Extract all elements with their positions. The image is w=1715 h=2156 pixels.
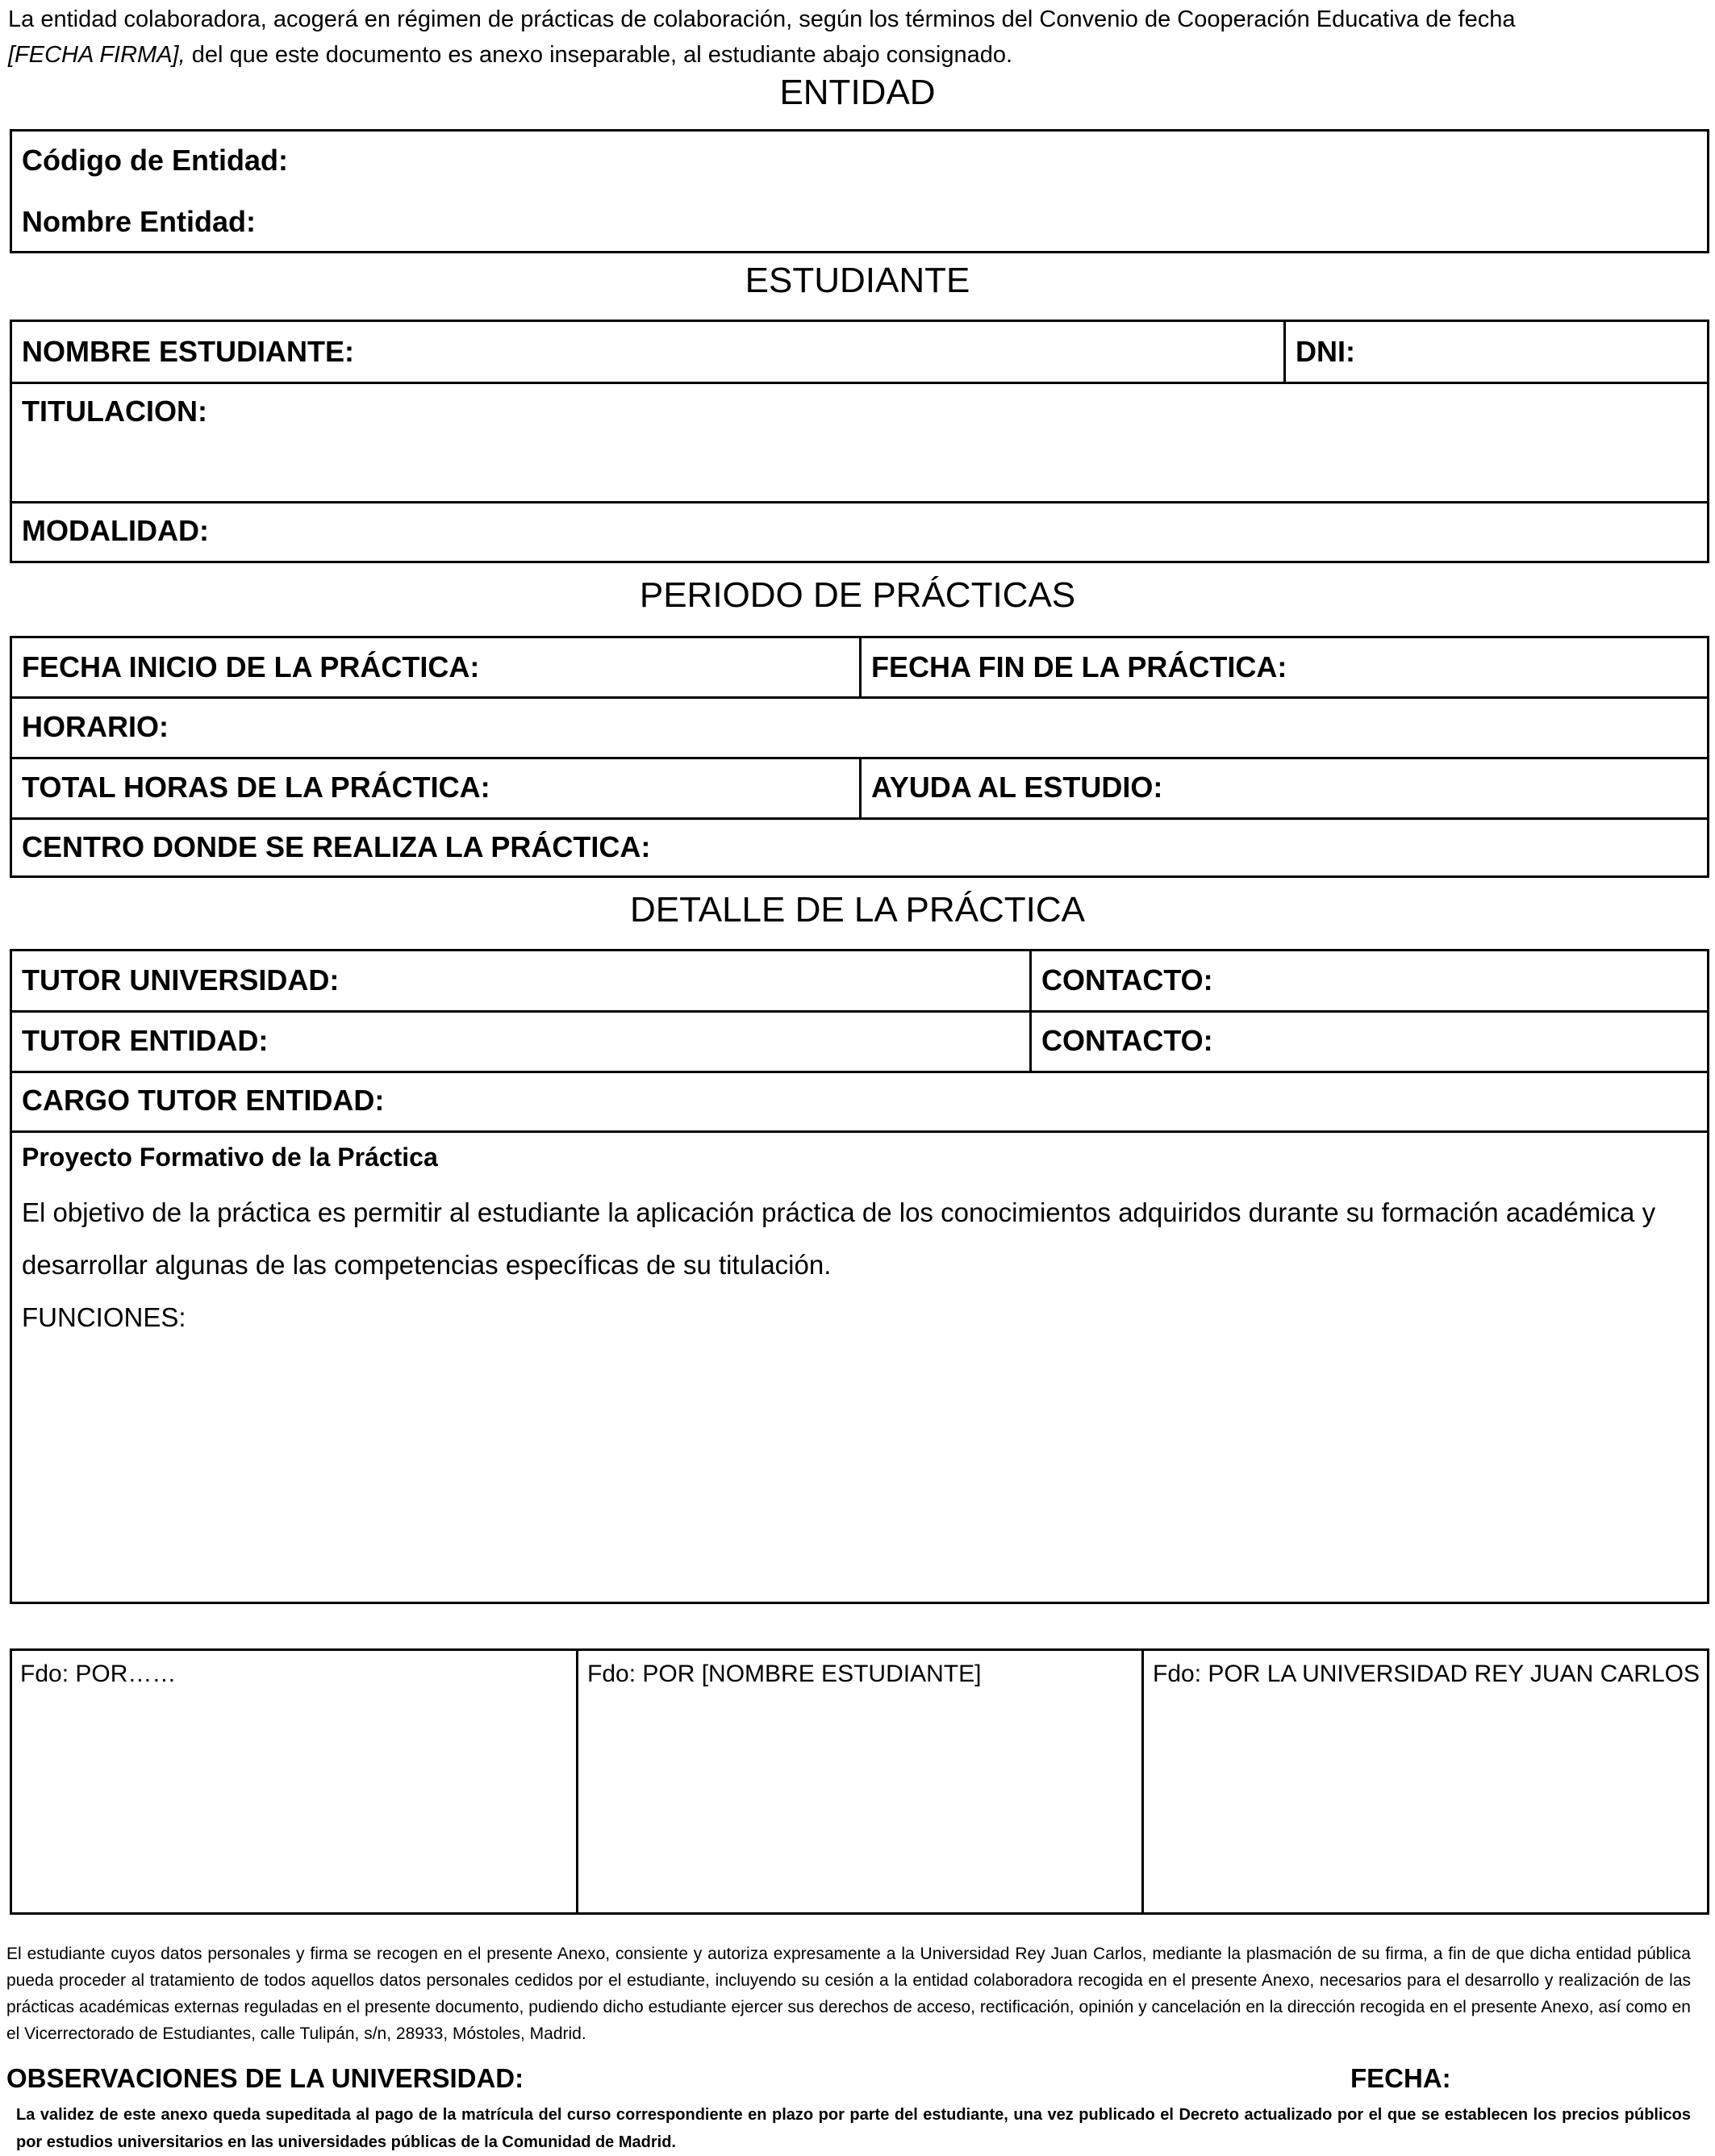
ayuda-estudio-label: AYUDA AL ESTUDIO:: [871, 771, 1163, 804]
dni-label: DNI:: [1296, 335, 1355, 368]
section-title-estudiante: ESTUDIANTE: [745, 261, 970, 300]
divider: [576, 1651, 578, 1912]
divider: [12, 1130, 1707, 1133]
observaciones-label: OBSERVACIONES DE LA UNIVERSIDAD:: [6, 2063, 524, 2093]
objetivo-line-1: El objetivo de la práctica es permitir al estudiante la aplicación práctica de los conocimientos adquiridos durante su formación académica y: [22, 1197, 1656, 1227]
firma-universidad-label: Fdo: POR LA UNIVERSIDAD REY JUAN CARLOS: [1153, 1661, 1700, 1687]
section-title-entidad: ENTIDAD: [779, 73, 936, 112]
divider: [12, 1010, 1707, 1013]
codigo-entidad-label: Código de Entidad:: [22, 144, 288, 177]
contacto-universidad-label: CONTACTO:: [1041, 963, 1213, 997]
divider: [12, 1071, 1707, 1073]
divider: [12, 501, 1707, 503]
proyecto-formativo-title: Proyecto Formativo de la Práctica: [22, 1143, 438, 1172]
validity-note: La validez de este anexo queda supeditada al pago de la matrícula del curso correspondiente en plazo por parte del estudiante, una vez publicado el Decreto actualizado por el que se establecen los precios públicos por estudios universitarios en las universidades públicas de la Comunidad de Madrid.: [16, 2106, 1691, 2151]
privacy-notice: El estudiante cuyos datos personales y firma se recogen en el presente Anexo, consiente y autoriza expresamente a la Universidad Rey Juan Carlos, mediante la plasmación de su firma, a fin de que dicha entidad pública pueda proceder al tratamiento de todos aquellos datos personales cedidos por el estudiante, incluyendo su cesión a la entidad colaboradora recogida en el presente Anexo, necesarios para el desarrollo y realización de las prácticas académicas externas reguladas en el presente documento, pudiendo dicho estudiante ejercer sus derechos de acceso, rectificación, opinión y cancelación en la dirección recogida en el presente Anexo, así como en el Vicerrectorado de Estudiantes, calle Tulipán, s/n, 28933, Móstoles, Madrid.: [6, 1945, 1691, 2043]
firma-estudiante-label: Fdo: POR [NOMBRE ESTUDIANTE]: [587, 1661, 982, 1687]
tutor-entidad-label: TUTOR ENTIDAD:: [22, 1024, 269, 1057]
estudiante-box: [10, 320, 1709, 563]
intro-paragraph: [8, 2, 1605, 73]
total-horas-label: TOTAL HORAS DE LA PRÁCTICA:: [22, 771, 490, 804]
firmas-box: [10, 1648, 1709, 1915]
centro-practica-label: CENTRO DONDE SE REALIZA LA PRÁCTICA:: [22, 830, 651, 863]
entidad-box: [10, 129, 1709, 253]
divider: [12, 696, 1707, 699]
nombre-estudiante-label: NOMBRE ESTUDIANTE:: [22, 335, 354, 368]
divider: [12, 817, 1707, 820]
titulacion-label: TITULACION:: [22, 395, 207, 428]
objetivo-line-2: desarrollar algunas de las competencias específicas de su titulación.: [22, 1250, 832, 1280]
intro-text-b: del que este documento es anexo inseparable, al estudiante abajo consignado.: [185, 42, 1013, 68]
funciones-label: FUNCIONES:: [22, 1302, 186, 1332]
divider: [1283, 322, 1286, 382]
tutor-universidad-label: TUTOR UNIVERSIDAD:: [22, 963, 340, 997]
horario-label: HORARIO:: [22, 710, 169, 743]
section-title-periodo: PERIODO DE PRÁCTICAS: [639, 575, 1076, 615]
detalle-box: [10, 949, 1709, 1604]
nombre-entidad-label: Nombre Entidad:: [22, 205, 257, 238]
divider: [1029, 951, 1032, 1071]
modalidad-label: MODALIDAD:: [22, 514, 209, 547]
divider: [859, 757, 862, 817]
divider: [859, 638, 862, 696]
firma-entidad-label: Fdo: POR……: [20, 1661, 177, 1687]
fecha-inicio-label: FECHA INICIO DE LA PRÁCTICA:: [22, 650, 480, 683]
section-title-detalle: DETALLE DE LA PRÁCTICA: [629, 890, 1086, 930]
intro-text-a: La entidad colaboradora, acogerá en régimen de prácticas de colaboración, según los términos del Convenio de Cooperación Educativa de fecha: [8, 6, 1516, 32]
observaciones-fecha-label: FECHA:: [1350, 2063, 1451, 2093]
periodo-box: [10, 636, 1709, 878]
intro-date-placeholder: [FECHA FIRMA],: [8, 42, 186, 68]
divider: [12, 382, 1707, 384]
contacto-entidad-label: CONTACTO:: [1041, 1024, 1213, 1057]
divider: [1141, 1651, 1144, 1912]
cargo-tutor-label: CARGO TUTOR ENTIDAD:: [22, 1084, 385, 1117]
fecha-fin-label: FECHA FIN DE LA PRÁCTICA:: [871, 650, 1287, 683]
